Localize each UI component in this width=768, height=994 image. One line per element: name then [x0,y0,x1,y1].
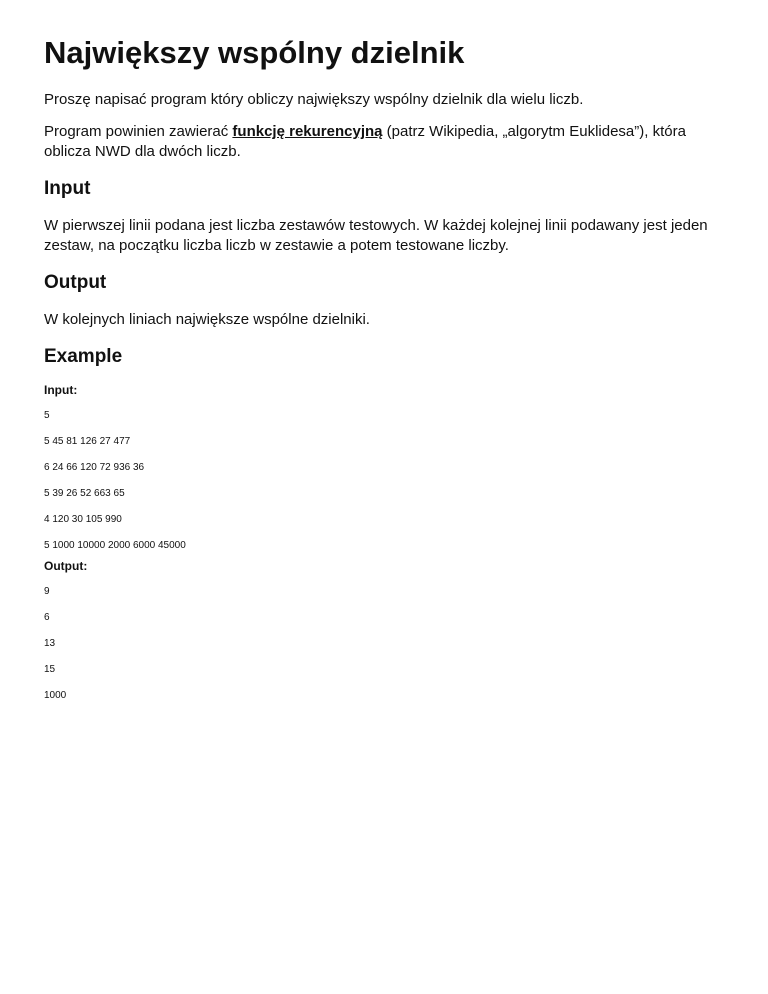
input-description: W pierwszej linii podana jest liczba zestawów testowych. W każdej kolejnej linii podawany jest jeden zestaw, na początku liczba liczb w zestawie a potem testowane liczby. [44,217,708,254]
example-output-line: 15 [44,664,56,675]
example-input-label: Input: [44,383,78,397]
example-input-line: 6 24 66 120 72 936 36 [44,462,145,473]
example-input-line: 4 120 30 105 990 [44,514,122,525]
example-output-line: 6 [44,612,50,623]
recursive-function-link[interactable]: funkcję rekurencyjną [232,123,383,140]
example-output-label: Output: [44,559,88,573]
requirement-text-before: Program powinien zawierać [44,123,233,140]
example-output-line: 13 [44,638,56,649]
input-heading: Input [44,178,91,199]
example-output-line: 9 [44,586,50,597]
output-heading: Output [44,272,107,293]
requirement-paragraph [44,122,724,162]
requirement-text-after: (patrz Wikipedia, „algorytm Euklidesa”), która oblicza NWD dla dwóch liczb. [44,123,686,160]
example-output-line: 1000 [44,690,67,701]
example-output-block [44,585,724,702]
example-input-line: 5 1000 10000 2000 6000 45000 [44,540,186,551]
page-title: Największy wspólny dzielnik [44,35,465,70]
example-heading: Example [44,346,123,367]
intro-paragraph: Proszę napisać program który obliczy największy wspólny dzielnik dla wielu liczb. [44,91,584,108]
example-input-line: 5 45 81 126 27 477 [44,436,131,447]
example-input-block [44,409,724,552]
example-input-line: 5 39 26 52 663 65 [44,488,125,499]
output-description: W kolejnych liniach największe wspólne dzielniki. [44,311,370,328]
example-input-line: 5 [44,410,50,421]
